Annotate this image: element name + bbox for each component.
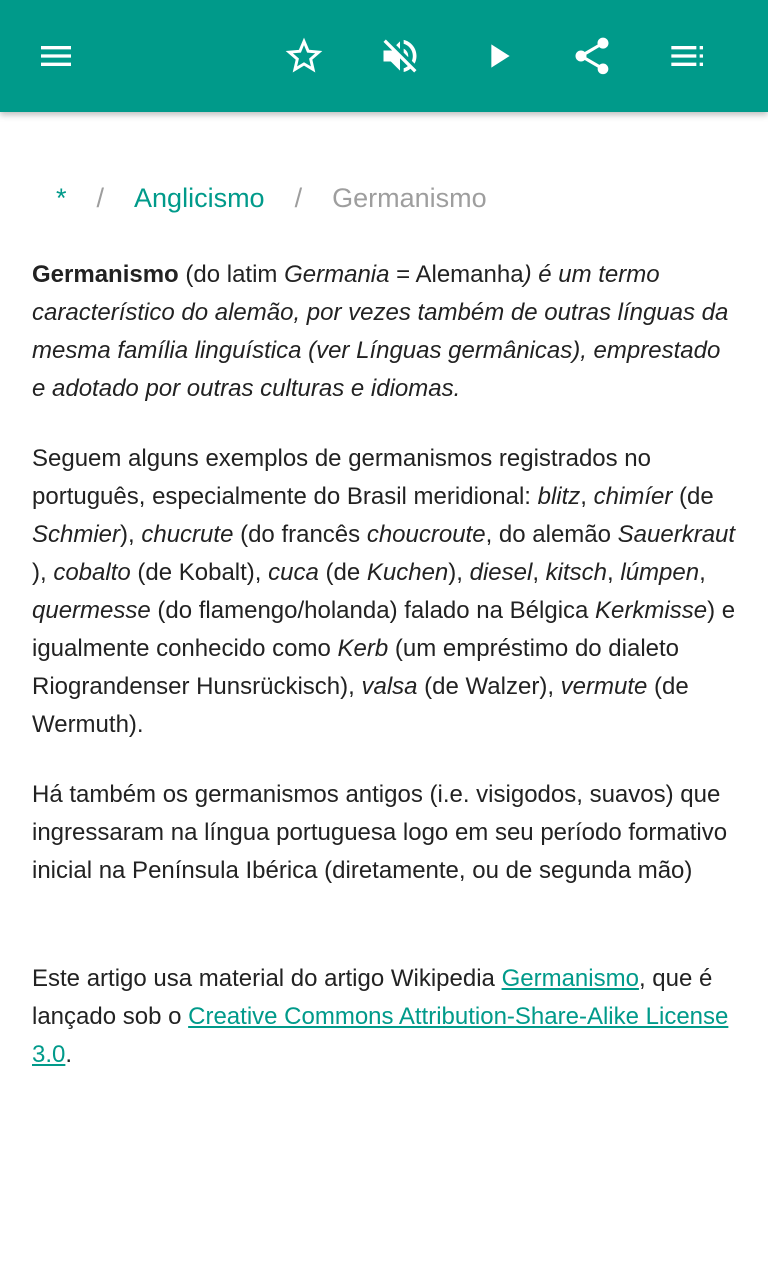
menu-button[interactable] <box>28 28 84 84</box>
text-run: ), <box>120 521 142 548</box>
term-italic: Kerkmisse <box>595 597 708 624</box>
text-run: (de Walzer), <box>417 673 561 700</box>
play-icon <box>478 36 518 76</box>
term-italic: Kerb <box>337 635 389 662</box>
text-run: (um empréstimo do dialeto Riograndenser Hunsrückisch), <box>32 635 680 700</box>
playlist-button[interactable] <box>660 28 716 84</box>
term-italic: Sauerkraut <box>617 521 736 548</box>
term-italic: vermute <box>560 673 648 700</box>
breadcrumb <box>56 170 736 226</box>
term-italic: kitsch <box>545 559 608 586</box>
article-paragraph-ancient <box>32 776 736 890</box>
star-outline-icon <box>282 34 326 78</box>
text-run: (do francês <box>233 521 367 548</box>
text-run: = Alemanha <box>389 261 524 288</box>
term-italic: blitz <box>537 483 581 510</box>
playlist-icon <box>668 36 708 76</box>
term-italic: ) é um termo característico do alemão, por vezes também de outras línguas da mesma família linguística (ver Línguas germânicas), emprestado e adotado por outras culturas e idiomas. <box>32 261 729 402</box>
term-italic: lúmpen <box>620 559 700 586</box>
breadcrumb-current: Germanismo <box>332 182 487 213</box>
term-italic: cobalto <box>53 559 131 586</box>
text-run: , <box>580 483 594 510</box>
term-italic: diesel <box>469 559 533 586</box>
text-run: Seguem alguns exemplos de germanismos registrados no português, especialmente do Brasil meridional: <box>32 445 651 510</box>
term-italic: chucrute <box>141 521 234 548</box>
term-bold: Germanismo <box>32 261 179 288</box>
breadcrumb-separator: / <box>294 182 303 213</box>
article-content <box>32 170 736 1074</box>
breadcrumb-parent-link[interactable]: Anglicismo <box>134 182 265 213</box>
mute-button[interactable] <box>372 28 428 84</box>
text-run: (de <box>318 559 367 586</box>
term-italic: cuca <box>268 559 319 586</box>
term-italic: Germania <box>284 261 390 288</box>
text-run: (de <box>672 483 714 510</box>
term-italic: choucroute <box>366 521 486 548</box>
text-run: (de Kobalt), <box>130 559 269 586</box>
breadcrumb-separator: / <box>96 182 105 213</box>
text-run: , <box>532 559 546 586</box>
text-run: . <box>65 1041 73 1068</box>
volume-off-icon <box>378 34 422 78</box>
share-icon <box>570 34 614 78</box>
term-italic: quermesse <box>32 597 151 624</box>
article-paragraph-intro <box>32 256 736 408</box>
text-run: , do alemão <box>485 521 618 548</box>
text-run: , <box>607 559 621 586</box>
term-italic: Kuchen <box>366 559 449 586</box>
text-run: ), <box>32 559 54 586</box>
term-italic: valsa <box>361 673 418 700</box>
article-paragraph-license <box>32 960 736 1074</box>
text-run: Há também os germanismos antigos (i.e. visigodos, suavos) que ingressaram na língua portuguesa logo em seu período formativo inicial na Península Ibérica (diretamente, ou de segunda mão) <box>32 781 728 884</box>
breadcrumb-home-link[interactable]: * <box>56 182 67 213</box>
favorite-button[interactable] <box>276 28 332 84</box>
text-run: ), <box>448 559 470 586</box>
article-paragraph-examples <box>32 440 736 744</box>
text-run: (do flamengo/holanda) falado na Bélgica <box>150 597 596 624</box>
text-run: Este artigo usa material do artigo Wikipedia <box>32 965 502 992</box>
text-run: ) e igualmente conhecido como <box>32 597 736 662</box>
article-link[interactable]: Germanismo <box>501 965 639 992</box>
text-run: , <box>699 559 706 586</box>
share-button[interactable] <box>564 28 620 84</box>
text-run: , que é lançado sob o <box>32 965 713 1030</box>
term-italic: Schmier <box>32 521 121 548</box>
app-bar <box>0 0 768 112</box>
article-link[interactable]: Creative Commons Attribution-Share-Alike License 3.0 <box>32 1003 729 1068</box>
text-run: (de Wermuth). <box>32 673 689 738</box>
term-italic: chimíer <box>593 483 673 510</box>
text-run: (do latim <box>178 261 285 288</box>
menu-icon <box>36 36 76 76</box>
play-button[interactable] <box>470 28 526 84</box>
